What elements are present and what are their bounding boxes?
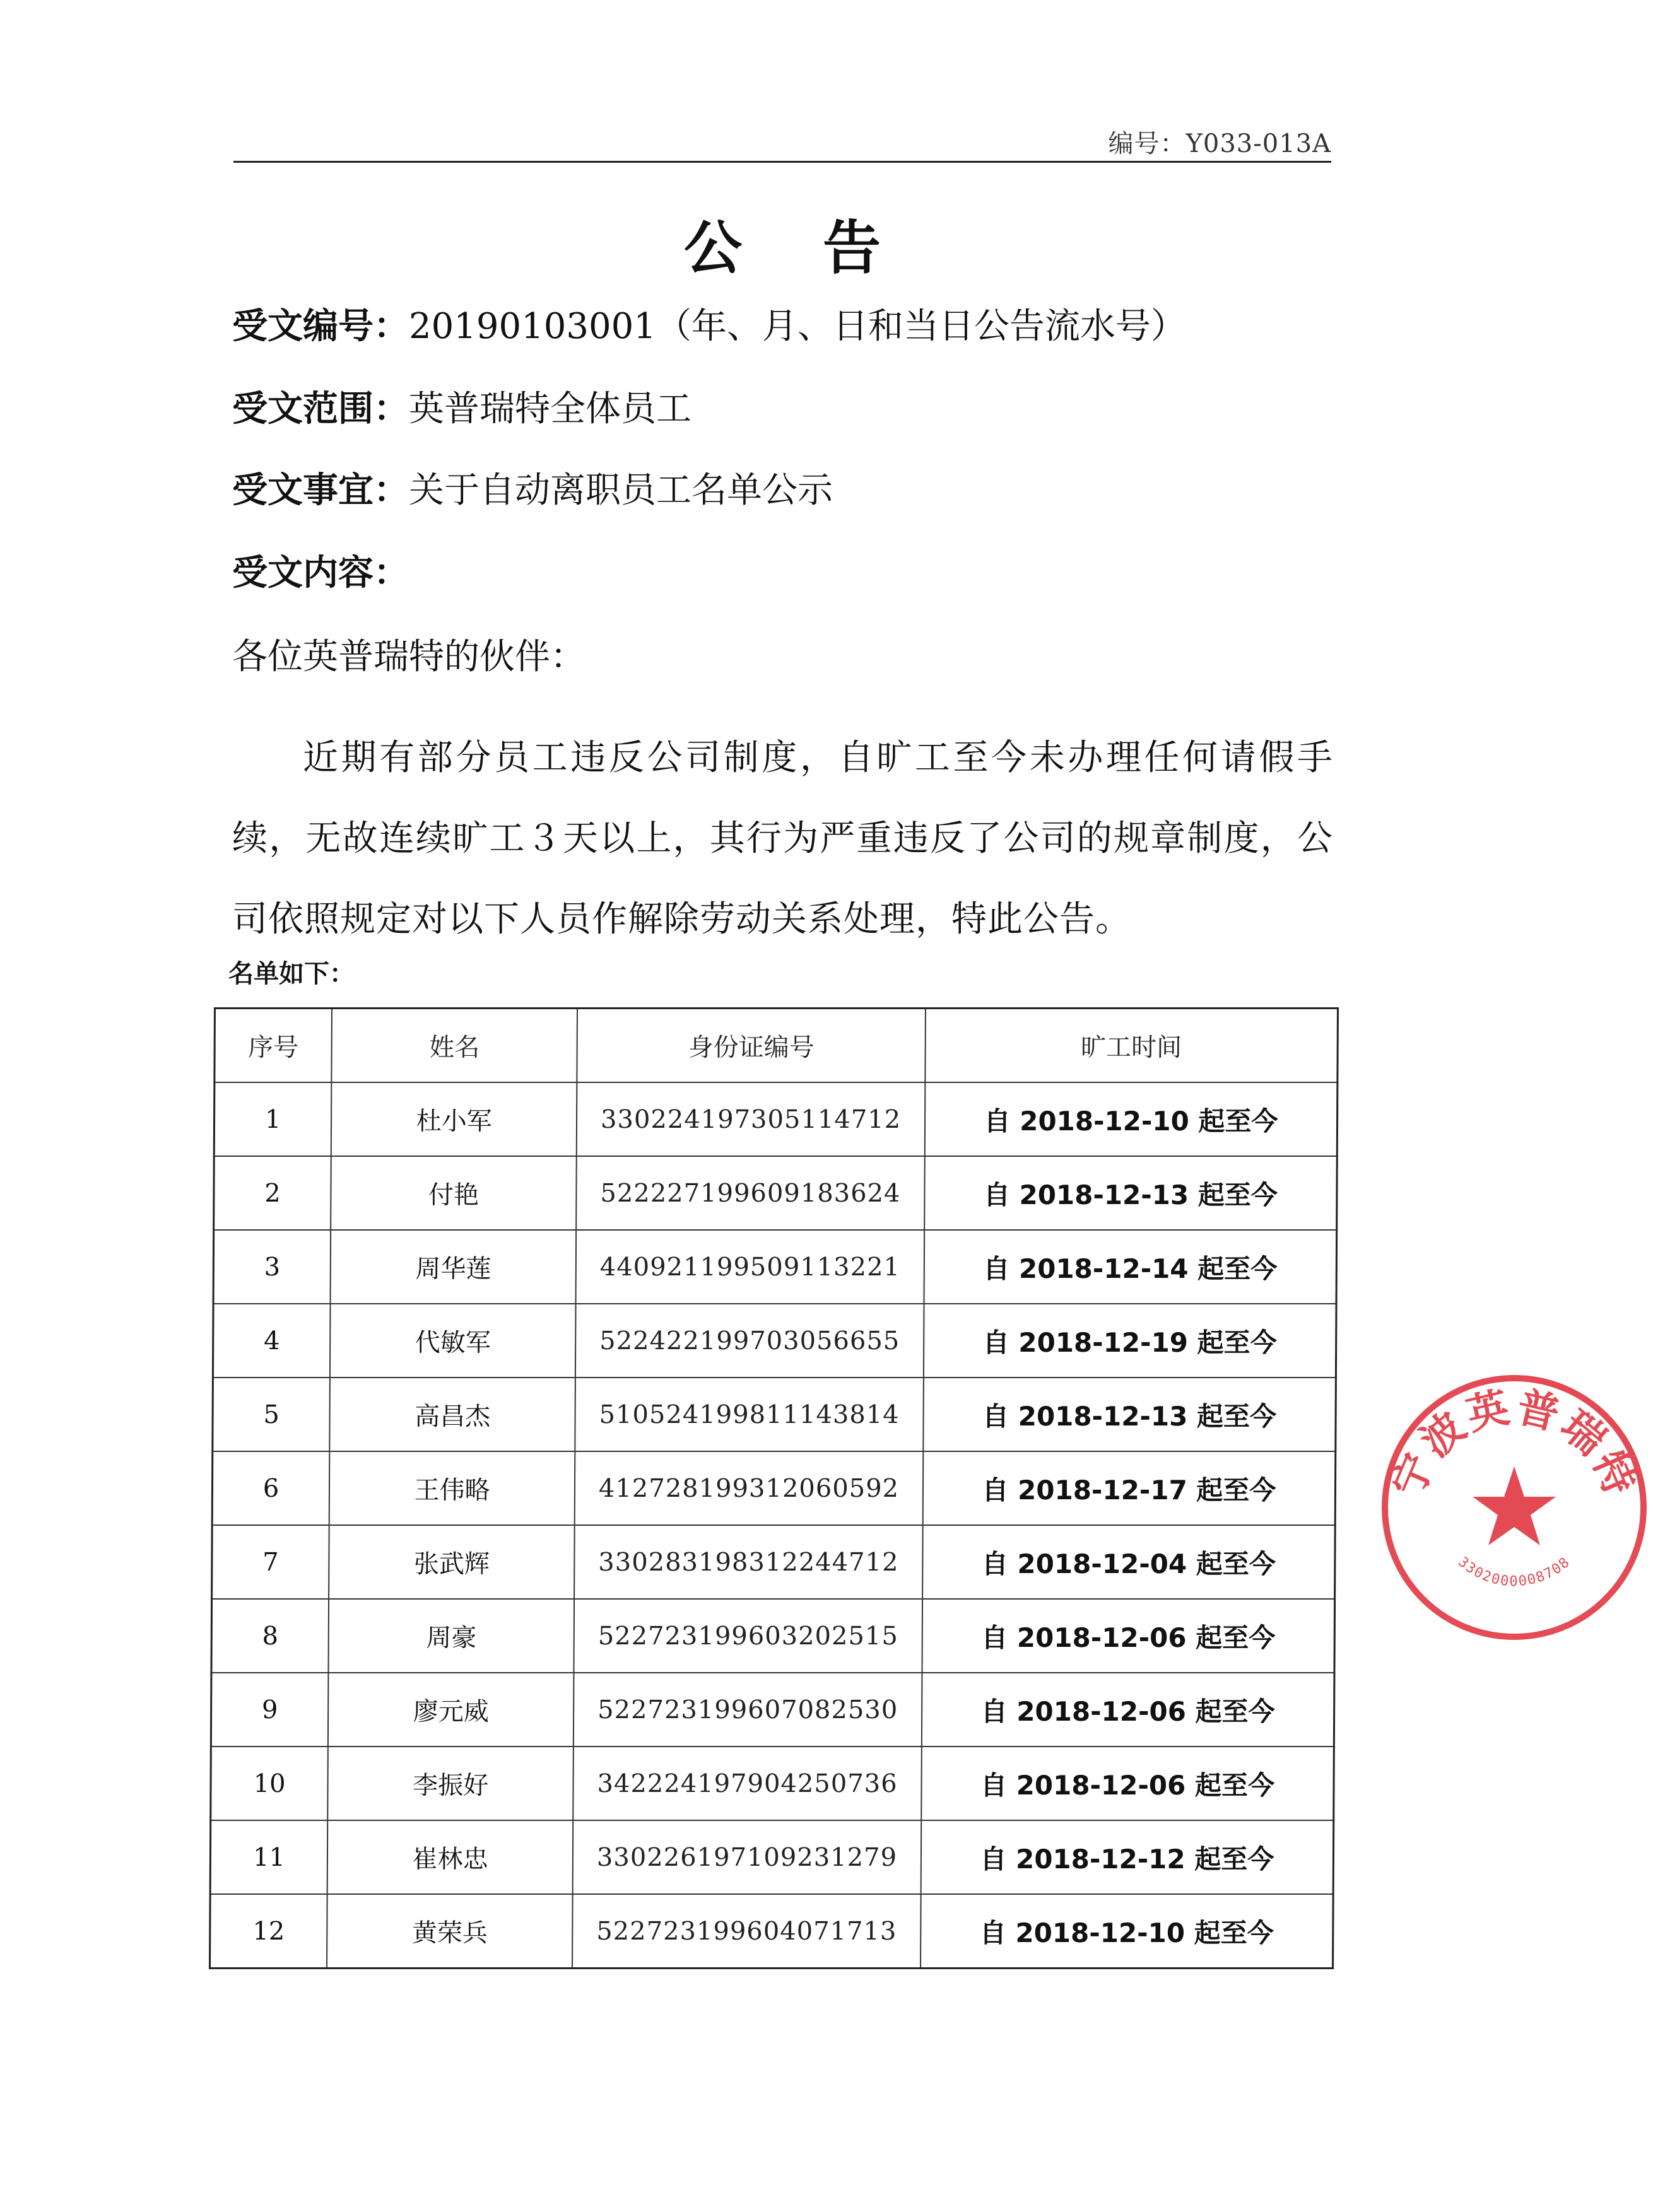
table-row <box>210 1820 1334 1894</box>
cell-absence-time: 自 2018-12-06 起至今 <box>922 1599 1334 1673</box>
cell-absence-time: 自 2018-12-04 起至今 <box>922 1525 1335 1599</box>
cell-name: 付艳 <box>331 1156 577 1230</box>
meta-row-number <box>232 307 1186 347</box>
cell-seq: 3 <box>213 1230 331 1304</box>
cell-seq: 6 <box>212 1451 329 1525</box>
table-row <box>212 1525 1336 1599</box>
cell-absence-time: 自 2018-12-12 起至今 <box>921 1820 1334 1894</box>
cell-seq: 7 <box>212 1525 329 1599</box>
cell-id-number: 412728199312060592 <box>575 1451 923 1525</box>
cell-id-number: 522227199609183624 <box>576 1156 924 1230</box>
employee-table <box>209 1007 1339 1969</box>
table-row <box>213 1378 1336 1451</box>
company-seal <box>1375 1369 1653 1646</box>
cell-seq: 8 <box>211 1599 329 1673</box>
meta-value-scope: 英普瑞特全体员工 <box>409 389 691 430</box>
meta-row-subject <box>232 471 833 511</box>
cell-name: 李振好 <box>327 1747 574 1820</box>
cell-absence-time: 自 2018-12-13 起至今 <box>923 1378 1336 1451</box>
meta-label-content: 受文内容： <box>232 553 409 594</box>
cell-name: 代敏军 <box>330 1304 576 1378</box>
cell-id-number: 522723199604071713 <box>572 1894 921 1969</box>
cell-seq: 2 <box>214 1156 331 1230</box>
cell-absence-time: 自 2018-12-10 起至今 <box>925 1082 1338 1156</box>
meta-label-scope: 受文范围： <box>232 389 409 430</box>
cell-name: 崔林忠 <box>327 1820 574 1894</box>
cell-id-number: 510524199811143814 <box>575 1378 923 1451</box>
cell-absence-time: 自 2018-12-10 起至今 <box>921 1894 1333 1969</box>
list-heading: 名单如下： <box>228 959 355 988</box>
cell-name: 黄荣兵 <box>327 1894 573 1969</box>
cell-seq: 10 <box>211 1747 328 1820</box>
meta-row-content <box>232 553 409 594</box>
cell-name: 杜小军 <box>331 1082 577 1156</box>
header-seq: 序号 <box>215 1009 332 1083</box>
header-id-number: 身份证编号 <box>577 1009 926 1083</box>
cell-absence-time: 自 2018-12-06 起至今 <box>922 1673 1334 1747</box>
meta-row-scope <box>232 389 691 430</box>
seal-company-text: 宁波英普瑞特 <box>1383 1382 1645 1504</box>
table-row <box>214 1156 1338 1230</box>
cell-seq: 4 <box>213 1304 330 1378</box>
table-row <box>213 1304 1336 1378</box>
cell-seq: 9 <box>211 1673 328 1747</box>
cell-seq: 5 <box>213 1378 330 1451</box>
meta-value-subject: 关于自动离职员工名单公示 <box>409 470 833 511</box>
cell-name: 周豪 <box>329 1599 575 1673</box>
cell-id-number: 330224197305114712 <box>577 1082 925 1156</box>
body-paragraph: 近期有部分员工违反公司制度，自旷工至今未办理任何请假手续，无故连续旷工３天以上，其行为严重违反了公司的规章制度，公司依照规定对以下人员作解除劳动关系处理，特此公告。 <box>232 737 1333 940</box>
cell-absence-time: 自 2018-12-14 起至今 <box>924 1230 1336 1304</box>
seal-serial-text: 3302000008708 <box>1455 1554 1574 1590</box>
cell-name: 高昌杰 <box>329 1378 575 1451</box>
cell-name: 王伟略 <box>329 1451 575 1525</box>
cell-name: 廖元威 <box>328 1673 574 1747</box>
header-rule <box>233 161 1331 163</box>
cell-name: 周华莲 <box>331 1230 577 1304</box>
cell-absence-time: 自 2018-12-13 起至今 <box>924 1156 1337 1230</box>
table-header-row <box>215 1009 1338 1083</box>
table-row <box>212 1451 1336 1525</box>
meta-value-number: 20190103001（年、月、日和当日公告流水号） <box>409 306 1186 347</box>
table-row <box>211 1599 1335 1673</box>
page-title: 公 告 <box>683 214 912 282</box>
cell-id-number: 522723199607082530 <box>574 1673 922 1747</box>
meta-label-subject: 受文事宜： <box>232 470 409 511</box>
cell-seq: 11 <box>210 1820 327 1894</box>
table-row <box>213 1230 1337 1304</box>
cell-id-number: 440921199509113221 <box>576 1230 924 1304</box>
cell-id-number: 330226197109231279 <box>573 1820 921 1894</box>
table-row <box>214 1082 1338 1156</box>
cell-seq: 12 <box>210 1894 327 1969</box>
header-name: 姓名 <box>331 1009 577 1083</box>
cell-seq: 1 <box>214 1082 331 1156</box>
cell-id-number: 342224197904250736 <box>573 1747 921 1820</box>
table-row <box>210 1894 1334 1969</box>
table-row <box>211 1747 1334 1820</box>
table-row <box>211 1673 1334 1747</box>
document-number: 编号：Y033-013A <box>1108 129 1331 158</box>
greeting: 各位英普瑞特的伙伴： <box>232 636 585 677</box>
cell-id-number: 522723199603202515 <box>574 1599 922 1673</box>
header-absence-time: 旷工时间 <box>925 1009 1338 1083</box>
cell-absence-time: 自 2018-12-19 起至今 <box>924 1304 1336 1378</box>
cell-name: 张武辉 <box>329 1525 575 1599</box>
meta-label-number: 受文编号： <box>232 306 409 347</box>
cell-id-number: 330283198312244712 <box>574 1525 922 1599</box>
cell-id-number: 522422199703056655 <box>575 1304 924 1378</box>
seal-star-icon <box>1473 1466 1556 1545</box>
cell-absence-time: 自 2018-12-06 起至今 <box>921 1747 1334 1820</box>
cell-absence-time: 自 2018-12-17 起至今 <box>923 1451 1336 1525</box>
